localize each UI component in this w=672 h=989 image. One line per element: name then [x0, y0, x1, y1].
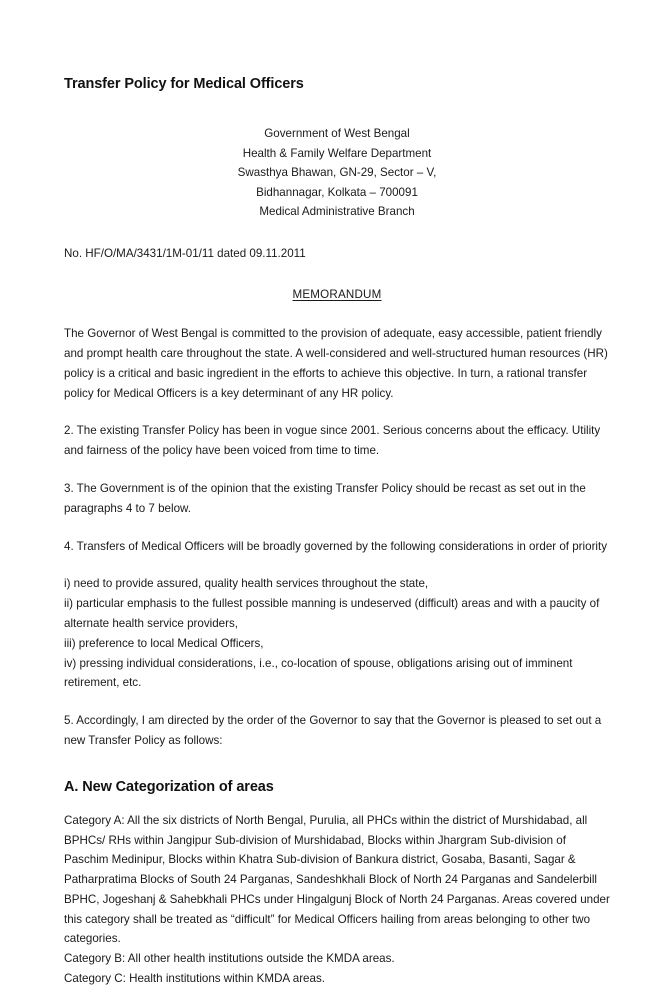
letterhead-block	[64, 124, 610, 222]
memorandum-heading-wrap	[64, 285, 610, 305]
priority-considerations-list	[64, 574, 610, 693]
category-b-text: Category B: All other health institutions outside the KMDA areas.	[64, 952, 395, 966]
section-heading-a: A. New Categorization of areas	[64, 778, 274, 795]
reference-number: No. HF/O/MA/3431/1M-01/11 dated 09.11.2011	[64, 246, 306, 260]
letterhead-line-government: Government of West Bengal	[264, 127, 410, 140]
category-a-text: Category A: All the six districts of North Bengal, Purulia, all PHCs within the district of Murshidabad, all BPHCs/ RHs within Jangipur Sub-division of Murshidabad, Blocks within Jhargram Sub-division of Paschim Medinipur, Blocks within Khatra Sub-division of Bankura district, Gosaba, Basanti, Sagar & Patharpratima Blocks of South 24 Parganas, Sandeshkhali Block of North 24 Parganas and Sandelerbill BPHC, Jogeshanj & Sahebkhali PHCs under Hingalgunj Block of North 24 Parganas. Areas covered under this category shall be treated as “difficult” for Medical Officers hailing from areas belonging to other two categories.	[64, 813, 610, 946]
paragraph-4: 4. Transfers of Medical Officers will be broadly governed by the following considerations in order of priority	[64, 539, 608, 553]
letterhead-line-branch: Medical Administrative Branch	[259, 205, 415, 219]
paragraph-2: 2. The existing Transfer Policy has been in vogue since 2001. Serious concerns about the efficacy. Utility and fairness of the policy have been voiced from time to time.	[64, 424, 601, 458]
paragraph-3: 3. The Government is of the opinion that the existing Transfer Policy should be recast as set out in the paragraphs 4 to 7 below.	[64, 481, 586, 515]
paragraph-intro: The Governor of West Bengal is committed to the provision of adequate, easy accessible, patient friendly and prompt health care throughout the state. A well-considered and well-structured human resources (HR) policy is a critical and basic ingredient in the efforts to achieve this objective. In turn, a rational transfer policy for Medical Officers is a key determinant of any HR policy.	[64, 327, 608, 400]
category-c-text: Category C: Health institutions within KMDA areas.	[64, 972, 325, 986]
page-title: Transfer Policy for Medical Officers	[64, 76, 304, 92]
paragraph-5: 5. Accordingly, I am directed by the order of the Governor to say that the Governor is pleased to set out a new Transfer Policy as follows:	[64, 714, 602, 747]
letterhead-line-address1: Swasthya Bhawan, GN-29, Sector – V,	[237, 166, 437, 180]
list-item: iv) pressing individual considerations, i.e., co-location of spouse, obligations arising out of imminent retirement, etc.	[64, 656, 573, 690]
list-item: iii) preference to local Medical Officers,	[64, 636, 264, 650]
document-content	[64, 74, 610, 989]
letterhead-line-department: Health & Family Welfare Department	[242, 146, 432, 160]
letterhead-line-address2: Bidhannagar, Kolkata – 700091	[256, 185, 418, 199]
category-definitions	[64, 811, 610, 989]
memorandum-heading: MEMORANDUM	[292, 287, 382, 301]
list-item: i) need to provide assured, quality health services throughout the state,	[64, 577, 429, 591]
list-item: ii) particular emphasis to the fullest possible manning is undeserved (difficult) areas and with a paucity of alternate health service providers,	[64, 597, 600, 630]
